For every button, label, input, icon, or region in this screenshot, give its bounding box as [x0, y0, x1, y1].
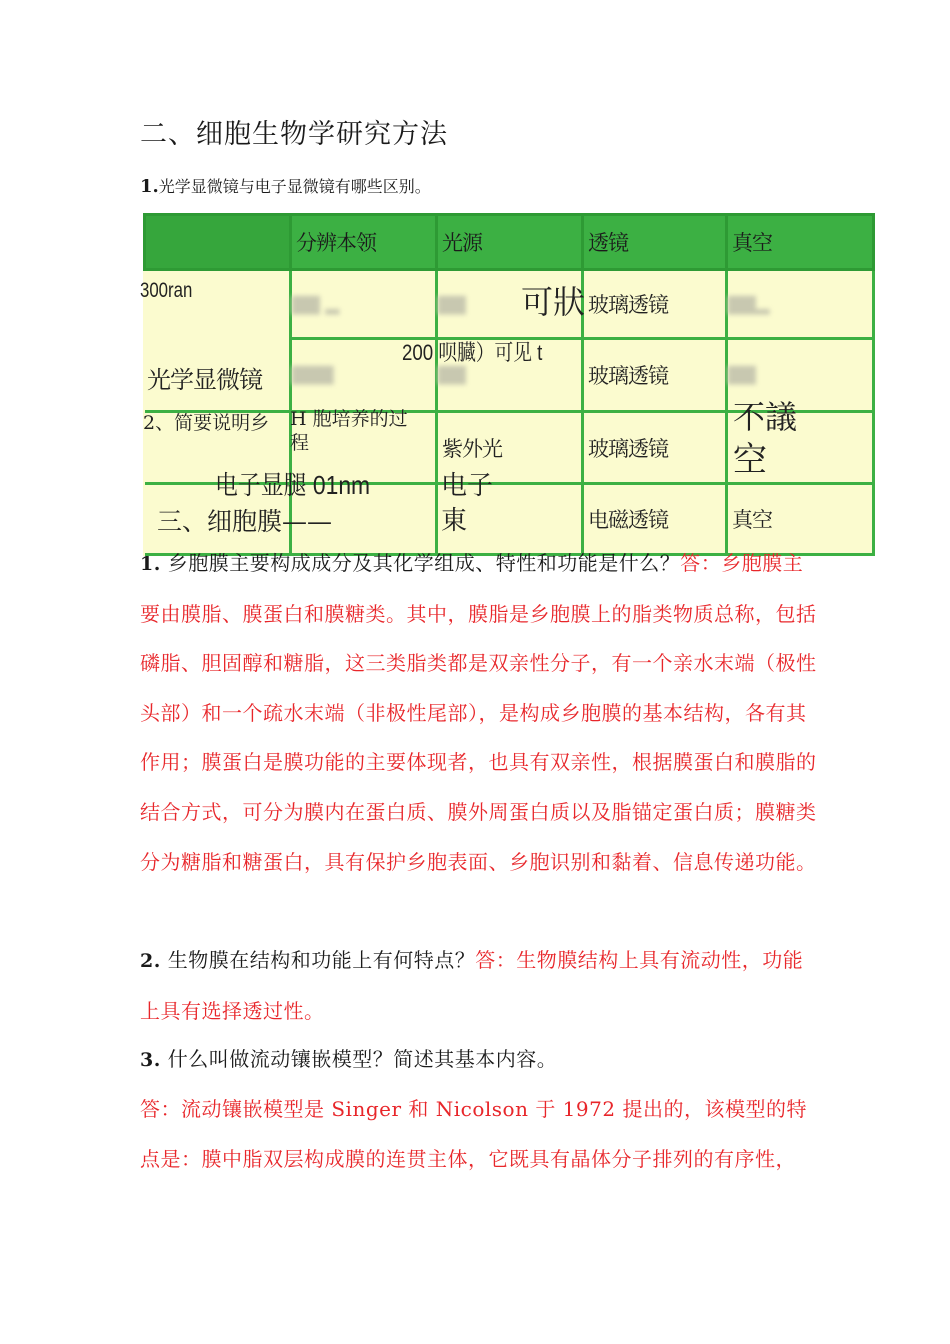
question-text: 什么叫做流动镶嵌模型？简述其基本内容。	[167, 1047, 558, 1071]
membrane-question-1	[140, 539, 820, 887]
question-text: 光学显微镜与电子显微镜有哪些区别。	[158, 177, 431, 196]
table-row: ▇▇ ▂ ▇▇ 玻璃透镜 ▇▇▂	[145, 270, 874, 339]
table-header-row	[145, 215, 874, 270]
header-resolution: 分辨本领	[296, 231, 376, 256]
table-row: ▇▇▇ ▇▇ 玻璃透镜 ▇▇	[145, 339, 874, 412]
question-2-right: H 胞培养的过	[290, 408, 408, 430]
question-2-left: 2、简要说明乡	[143, 412, 270, 434]
no-vacuum-2: 空	[733, 440, 767, 480]
question-number: 1.	[140, 176, 159, 197]
lens-electromagnetic: 电磁透镜	[588, 508, 668, 533]
visible-light-line: 200 呗臓）可见 t	[402, 340, 543, 365]
answer-text: 答：乡胞膜主要由膜脂、膜蛋白和膜糖类。其中，膜脂是乡胞膜上的脂类物质总称，包括磷脂、胆固醇和糖脂，这三类脂类都是双亲性分子，有一个亲水末端（极性头部）和一个疏水末端（非极性尾部），是构成乡胞膜的基本结构，各有其作用；膜蛋白是膜功能的主要体现者，也具有双亲性，根据膜蛋白和膜脂的结合方式，可分为膜内在蛋白质、膜外周蛋白质以及脂锚定蛋白质；膜糖类分为糖脂和糖蛋白，具有保护乡胞表面、乡胞识别和黏着、信息传递功能。	[140, 551, 817, 874]
uv-light-source: 紫外光	[442, 436, 502, 461]
header-lens: 透镜	[588, 231, 628, 256]
question-number: 1.	[140, 553, 161, 575]
question-number: 2.	[140, 950, 161, 972]
question-2-right-line2: 程	[290, 432, 310, 454]
question-number: 3.	[140, 1049, 161, 1071]
section-heading-membrane: 三、细胞膜——	[157, 507, 333, 536]
row-label-light-microscope: 光学显微镜	[147, 366, 262, 394]
lens-glass-2: 玻璃透镜	[588, 363, 668, 388]
header-vacuum: 真空	[732, 231, 772, 256]
question-1-microscope	[140, 174, 431, 197]
answer-text: 答：生物膜结构上具有流动性，功能上具有选择透过性。	[140, 948, 804, 1023]
vacuum-yes: 真空	[732, 508, 772, 533]
membrane-answer-3: 答：流动镶嵌模型是 Singer 和 Nicolson 于 1972 提出的，该模型的特点是：膜中脂双层构成膜的连贯主体，它既具有晶体分子排列的有序性，	[140, 1097, 807, 1171]
electron-beam-1: 电子	[441, 471, 494, 501]
membrane-question-3	[140, 1035, 820, 1086]
electron-microscope-label: 电子显腿 01nm	[215, 470, 371, 500]
lens-glass-1: 玻璃透镜	[588, 293, 668, 318]
header-light-source: 光源	[442, 231, 482, 256]
light-resolution-text: 300ran	[140, 279, 193, 302]
lens-glass-3: 玻璃透镜	[588, 436, 668, 461]
question-text: 生物膜在结构和功能上有何特点？	[167, 948, 476, 972]
electron-beam-2: 東	[441, 506, 468, 536]
no-vacuum-1: 不議	[733, 398, 798, 436]
section-heading-methods: 二、细胞生物学研究方法	[140, 119, 448, 150]
question-text: 乡胞膜主要构成成分及其化学组成、特性和功能是什么？	[167, 551, 681, 575]
header-corner	[145, 215, 291, 270]
membrane-question-2	[140, 936, 820, 1036]
visible-light-big: 可狀	[521, 283, 586, 321]
